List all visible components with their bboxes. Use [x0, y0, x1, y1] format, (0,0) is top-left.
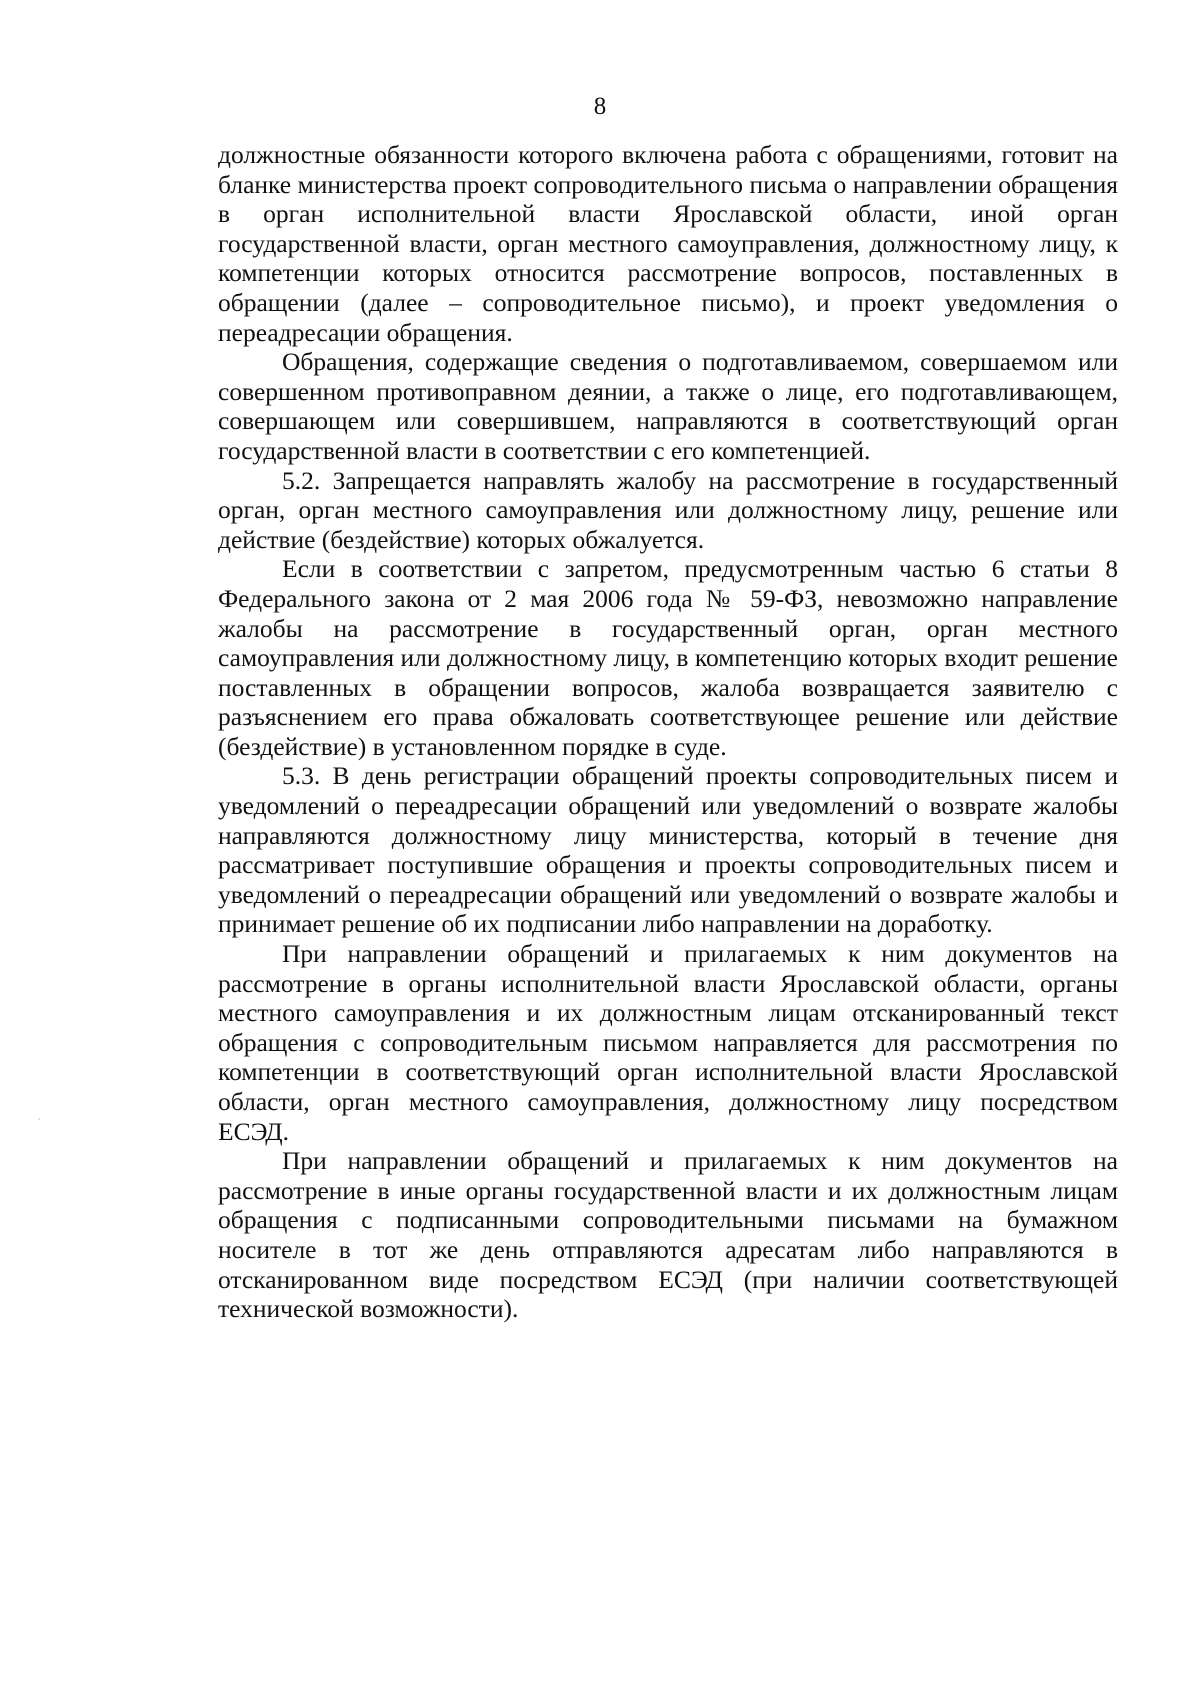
paragraph-complaint-return: Если в соответствии с запретом, предусмотренным частью 6 статьи 8 Федерального закона от 2 мая 2006 года № 59-ФЗ, невозможно направление жалобы на рассмотрение в государственный орган, орган местного самоуправления или должностному лицу, в компетенцию которых входит решение поставленных в обращении вопросов, жалоба возвращается заявителю с разъяснением его права обжаловать соответствующее решение или действие (бездействие) в установленном порядке в суде.	[218, 554, 1118, 761]
document-body	[218, 140, 1118, 1324]
paragraph-other-bodies: При направлении обращений и прилагаемых к ним документов на рассмотрение в иные органы государственной власти и их должностным лицам обращения с подписанными сопроводительными письмами на бумажном носителе в тот же день отправляются адресатам либо направляются в отсканированном виде посредством ЕСЭД (при наличии соответствующей технической возможности).	[218, 1146, 1118, 1324]
page-number: 8	[593, 93, 607, 120]
scan-speck	[38, 1118, 40, 1120]
paragraph-unlawful-act-appeals: Обращения, содержащие сведения о подготавливаемом, совершаемом или совершенном противоправном деянии, а также о лице, его подготавливающем, совершающем или совершившем, направляются в соответствующий орган государственной власти в соответствии с его компетенцией.	[218, 347, 1118, 465]
paragraph-5-3: 5.3. В день регистрации обращений проекты сопроводительных писем и уведомлений о переадресации обращений или уведомлений о возврате жалобы направляются должностному лицу министерства, который в течение дня рассматривает поступившие обращения и проекты сопроводительных писем и уведомлений о переадресации обращений или уведомлений о возврате жалобы и принимает решение об их подписании либо направлении на доработку.	[218, 761, 1118, 939]
paragraph-5-2: 5.2. Запрещается направлять жалобу на рассмотрение в государственный орган, орган местного самоуправления или должностному лицу, решение или действие (бездействие) которых обжалуется.	[218, 465, 1118, 554]
paragraph-regional-bodies: При направлении обращений и прилагаемых к ним документов на рассмотрение в органы исполнительной власти Ярославской области, органы местного самоуправления и их должностным лицам отсканированный текст обращения с сопроводительным письмом направляется для рассмотрения по компетенции в соответствующий орган исполнительной власти Ярославской области, орган местного самоуправления, должностному лицу посредством ЕСЭД.	[218, 939, 1118, 1146]
paragraph-continuation: должностные обязанности которого включена работа с обращениями, готовит на бланке министерства проект сопроводительного письма о направлении обращения в орган исполнительной власти Ярославской области, иной орган государственной власти, орган местного самоуправления, должностному лицу, к компетенции которых относится рассмотрение вопросов, поставленных в обращении (далее – сопроводительное письмо), и проект уведомления о переадресации обращения.	[218, 140, 1118, 347]
